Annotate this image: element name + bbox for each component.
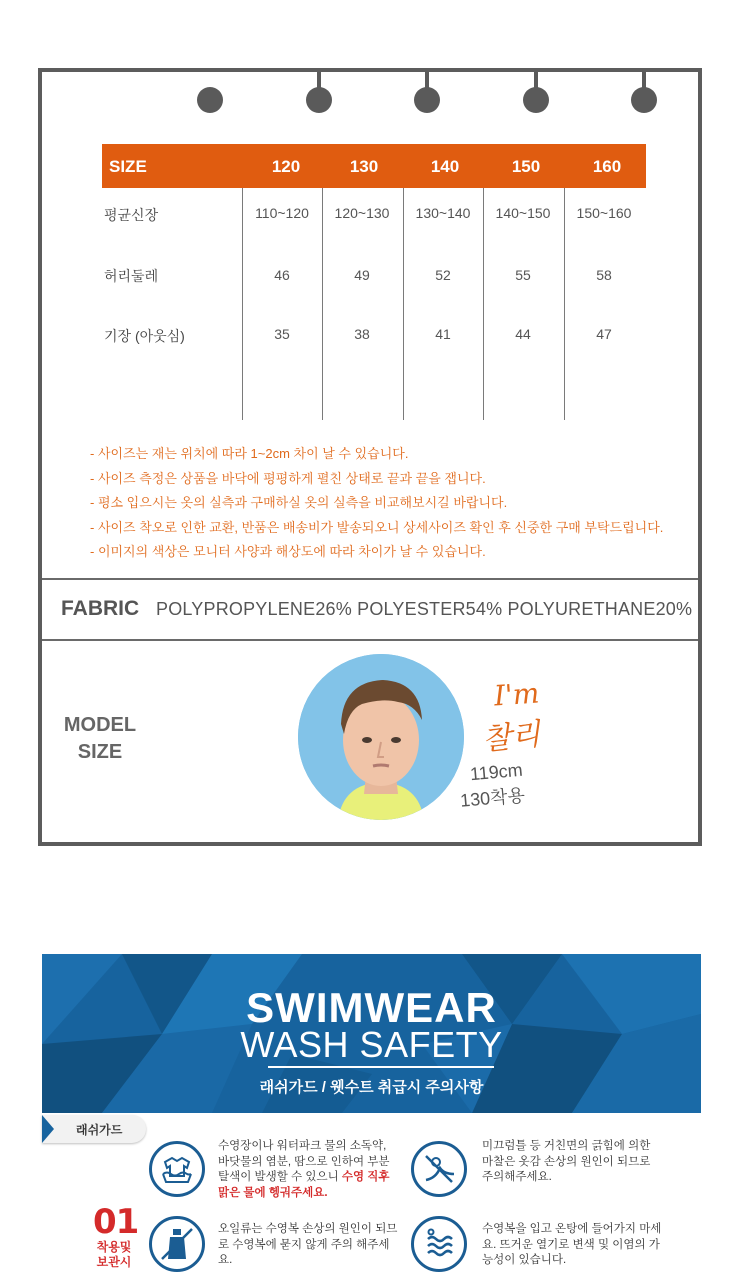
banner-subtitle: WASH SAFETY <box>240 1024 503 1065</box>
size-table-header <box>102 144 646 188</box>
note-line: - 평소 입으시는 옷의 실측과 구매하실 옷의 실측을 비교해보시길 바랍니다. <box>90 495 508 510</box>
column-divider <box>483 188 484 420</box>
care-text: 수영복을 입고 온탕에 들어가지 마세요. 뜨거운 열기로 변색 및 이염의 가능성이 있습니다. <box>482 1223 662 1266</box>
table-cell: 140~150 <box>495 205 551 221</box>
section-divider <box>42 578 698 580</box>
column-divider <box>322 188 323 420</box>
note-line: - 사이즈 측정은 상품을 바닥에 평평하게 펼친 상태로 끝과 끝을 잽니다. <box>90 470 486 486</box>
table-cell: 38 <box>354 326 370 342</box>
table-cell: 44 <box>515 326 531 342</box>
swimwear-wash-banner <box>42 954 701 1113</box>
binder-ring <box>306 87 332 113</box>
table-cell: 35 <box>274 326 290 342</box>
column-divider <box>242 188 243 420</box>
size-col-130: 130 <box>349 157 379 176</box>
model-photo <box>298 654 464 820</box>
section-label <box>92 1240 136 1270</box>
section-label-line: 착용및 <box>96 1240 132 1254</box>
table-cell: 41 <box>435 326 451 342</box>
model-intro: I'm <box>492 676 541 713</box>
section-number: 01 <box>93 1202 139 1242</box>
model-wearing-size: 130착용 <box>459 785 526 811</box>
table-cell: 52 <box>435 267 451 283</box>
care-text: 오일류는 수영복 손상의 원인이 되므로 수영복에 묻지 않게 주의 해주세요. <box>218 1223 398 1266</box>
size-col-150: 150 <box>511 157 541 176</box>
category-tab-marker <box>42 1115 54 1143</box>
model-label-line: MODEL <box>63 714 137 736</box>
no-oil-icon <box>149 1216 205 1272</box>
hand-wash-icon <box>149 1141 205 1197</box>
row-label-waist: 허리둘레 <box>104 268 159 284</box>
banner-description: 래쉬가드 / 웻수트 취급시 주의사항 <box>259 1079 484 1096</box>
care-instruction <box>218 1222 398 1269</box>
size-col-120: 120 <box>271 157 301 176</box>
size-col-160: 160 <box>592 157 622 176</box>
column-divider <box>564 188 565 420</box>
model-size-label <box>52 712 148 766</box>
binder-ring <box>197 87 223 113</box>
table-cell: 58 <box>596 267 612 283</box>
banner-underline <box>268 1066 494 1068</box>
table-cell: 46 <box>274 267 290 283</box>
category-tab-label: 래쉬가드 <box>76 1123 123 1137</box>
banner-title: SWIMWEAR <box>246 984 497 1031</box>
model-height: 119cm <box>469 759 524 785</box>
binder-ring <box>414 87 440 113</box>
section-label-line: 보관시 <box>96 1255 132 1269</box>
care-instruction <box>482 1222 662 1269</box>
size-notes <box>90 442 663 565</box>
no-hot-water-icon <box>411 1216 467 1272</box>
care-text: 수영장이나 워터파크 물의 소독약, 바닷물의 염분, 땀으로 인하여 부분 탈색이 발생할 수 있으니 <box>218 1140 390 1183</box>
fabric-value: POLYPROPYLENE26% POLYESTER54% POLYURETHANE20% <box>156 599 693 619</box>
fabric-label: FABRIC <box>61 597 140 620</box>
size-header-label: SIZE <box>109 157 147 176</box>
row-label-height: 평균신장 <box>104 207 159 223</box>
table-cell: 150~160 <box>576 205 632 221</box>
note-line: - 사이즈는 재는 위치에 따라 1~2cm 차이 날 수 있습니다. <box>90 446 409 461</box>
model-name: 찰리 <box>480 717 543 758</box>
table-cell: 49 <box>354 267 370 283</box>
size-col-140: 140 <box>430 157 460 176</box>
table-cell: 55 <box>515 267 531 283</box>
care-text: 미끄럼틀 등 거친면의 긁힘에 의한 마찰은 옷감 손상의 원인이 되므로 주의해주세요. <box>482 1140 651 1183</box>
binder-ring <box>523 87 549 113</box>
note-line: - 사이즈 착오로 인한 교환, 반품은 배송비가 발송되오니 상세사이즈 확인 후 신중한 구매 부탁드립니다. <box>90 519 664 535</box>
table-cell: 110~120 <box>255 205 309 221</box>
column-divider <box>403 188 404 420</box>
table-cell: 130~140 <box>415 205 471 221</box>
no-rough-surface-icon <box>411 1141 467 1197</box>
table-cell: 120~130 <box>334 205 390 221</box>
care-instruction <box>482 1139 662 1186</box>
section-divider <box>42 639 698 641</box>
size-info-card <box>38 68 702 846</box>
row-label-length: 기장 (아웃심) <box>104 328 185 344</box>
model-label-line: SIZE <box>77 741 123 763</box>
table-cell: 47 <box>596 326 612 342</box>
note-line: - 이미지의 색상은 모니터 사양과 해상도에 따라 차이가 날 수 있습니다. <box>90 544 486 559</box>
binder-ring <box>631 87 657 113</box>
care-highlight: 수영 직후 맑은 물에 헹궈주세요. <box>218 1171 390 1199</box>
care-instruction <box>218 1139 398 1201</box>
